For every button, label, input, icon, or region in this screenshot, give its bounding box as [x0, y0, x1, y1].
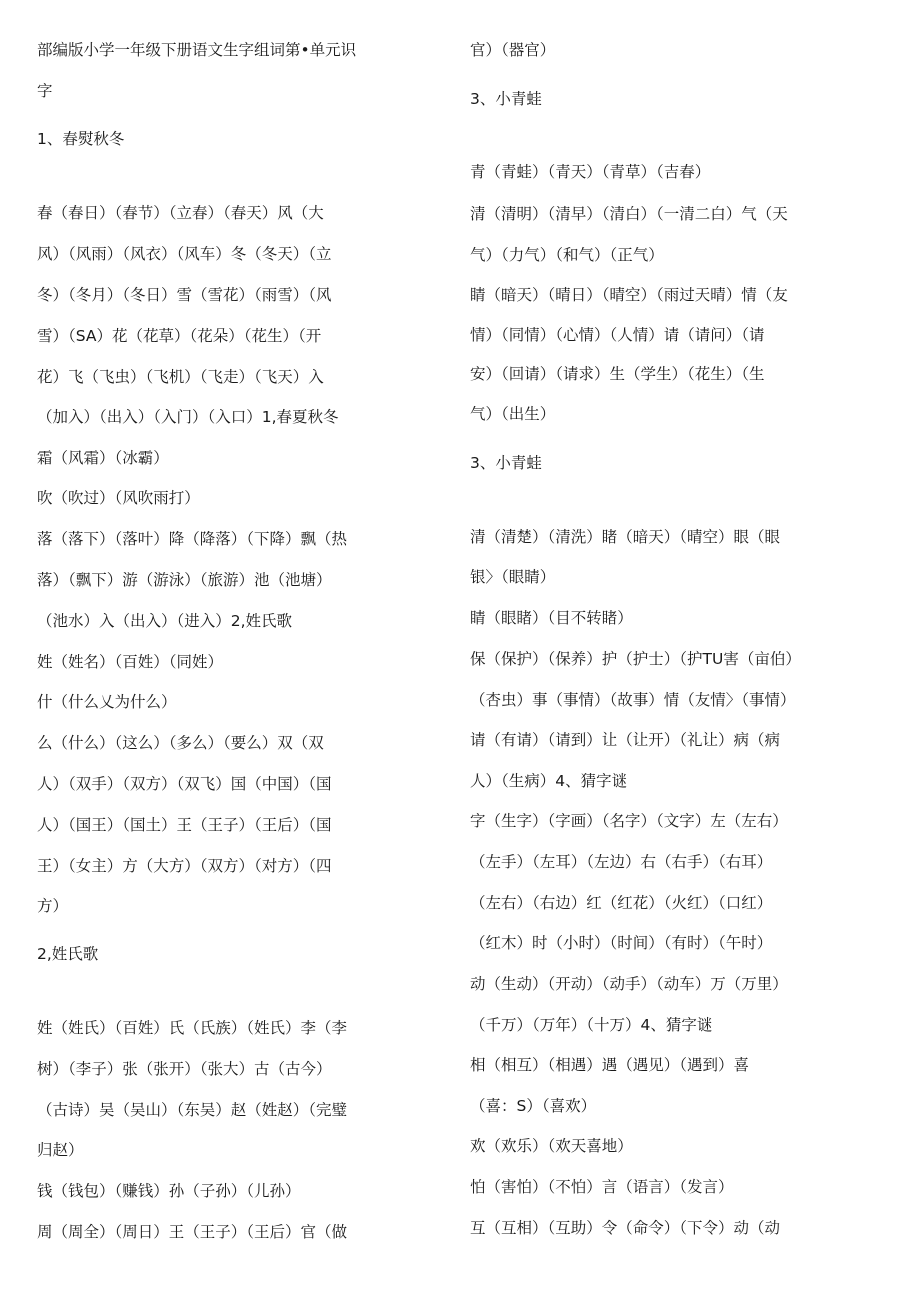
left-column-line: 什（什么乂为什么）	[37, 693, 177, 711]
right-column-line: 睛（暗天）（晴日）（晴空）（雨过天晴）情（友	[470, 286, 788, 304]
right-column-line: 动（生动）（开动）（动手）（动车）万（万里）	[470, 975, 788, 993]
right-column-line: 字（生字）（字画）（名字）（文字）左（左右）	[470, 812, 788, 830]
left-column-line: 冬）（冬月）（冬日）雪（雪花）（雨雪）（风	[37, 286, 332, 304]
right-column-line: 清（清明）（清早）（清白）（一清二白）气（天	[470, 205, 788, 223]
right-column-line: 互（互相）（互助）令（命令）（下令）动（动	[470, 1219, 781, 1237]
left-column-line: 么（什么）（这么）（多么）（要么）双（双	[37, 734, 324, 752]
left-column-line: 树）（李子）张（张开）（张大）古（古今）	[37, 1060, 332, 1078]
right-column-line: 官）（器官）	[470, 41, 556, 59]
left-column-line: 王）（女主）方（大方）（双方）（对方）（四	[37, 857, 332, 875]
left-column-line: 2,姓氏歌	[37, 945, 99, 963]
right-column-line: 睛（眼睹）（目不转睹）	[470, 609, 633, 627]
left-column-line: 姓（姓氏）（百姓）氏（氏族）（姓氏）李（李	[37, 1019, 348, 1037]
left-column-line: 周（周全）（周日）王（王子）（王后）官（做	[37, 1223, 348, 1241]
left-column-line: （加入）（出入）（入门）（入口）1,春夏秋冬	[37, 408, 339, 426]
left-column-line: 吹（吹过）（风吹雨打）	[37, 489, 200, 507]
left-column-line: 落）（飘下）游（游泳）（旅游）池（池塘）	[37, 571, 332, 589]
left-column-line: 人）（双手）（双方）（双飞）国（中国）（国	[37, 775, 332, 793]
left-column-line: 春（春日）（春节）（立春）（春天）风（大	[37, 204, 324, 222]
right-column-line: 请（有请）（请到）让（让开）（礼让）病（病	[470, 731, 781, 749]
right-column-line: 清（清楚）（清洗）睹（暗天）（晴空）眼（眼	[470, 528, 781, 546]
right-column-line: 保（保护）（保养）护（护士）（护TU害（亩伯）	[470, 650, 801, 668]
right-column-line: 气）（力气）（和气）（正气）	[470, 246, 664, 264]
right-column-line: （红木）时（小时）（时间）（有时）（午时）	[470, 934, 773, 952]
left-column-line: 部编版小学一年级下册语文生字组词第•单元识	[37, 41, 357, 59]
left-column-line: 归赵）	[37, 1141, 84, 1159]
left-column-line: （池水）入（出入）（进入）2,姓氏歌	[37, 612, 293, 630]
left-column-line: 方）	[37, 897, 69, 915]
right-column-line: 欢（欢乐）（欢天喜地）	[470, 1137, 633, 1155]
left-column-line: 风）（风雨）（风衣）（风车）冬（冬天）（立	[37, 245, 332, 263]
left-column-line: 雪）（SA）花（花草）（花朵）（花生）（开	[37, 327, 322, 345]
right-column-line: 银〉（眼睛）	[470, 568, 556, 586]
left-column-line: 姓（姓名）（百姓）（同姓）	[37, 653, 224, 671]
right-column-line: （千万）（万年）（十万）4、猜字谜	[470, 1016, 713, 1034]
left-column-line: 字	[37, 82, 53, 100]
left-column-line: 人）（国王）（国土）王（王子）（王后）（国	[37, 816, 332, 834]
right-column-line: （杏虫）事（事情）（故事）情（友情〉（事情）	[470, 691, 796, 709]
right-column-line: 怕（害怕）（不怕）言（语言）（发言）	[470, 1178, 734, 1196]
right-column-line: （左右）（右边）红（红花）（火红）（口红）	[470, 894, 773, 912]
left-column-line: 落（落下）（落叶）降（降落）（下降）飘（热	[37, 530, 348, 548]
right-column-line: （喜：S）（喜欢）	[470, 1097, 597, 1115]
right-column-line: 人）（生病）4、猜字谜	[470, 772, 628, 790]
right-column-line: 情）（同情）（心情）（人情）请（请问）（请	[470, 326, 765, 344]
left-column-line: （古诗）吴（吴山）（东吴）赵（姓赵）（完璧	[37, 1101, 348, 1119]
right-column-line: 安）（回请）（请求）生（学生）（花生）（生	[470, 365, 765, 383]
right-column-line: 气）（出生）	[470, 405, 556, 423]
left-column-line: 钱（钱包）（赚钱）孙（子孙）（儿孙）	[37, 1182, 301, 1200]
right-column-line: （左手）（左耳）（左边）右（右手）（右耳）	[470, 853, 773, 871]
right-column-line: 相（相互）（相遇）遇（遇见）（遇到）喜	[470, 1056, 750, 1074]
right-column-line: 3、小青蛙	[470, 90, 542, 108]
right-column-line: 3、小青蛙	[470, 454, 542, 472]
right-column-line: 青（青蛙）（青天）（青草）（吉春）	[470, 163, 711, 181]
left-column-line: 1、春熨秋冬	[37, 130, 125, 148]
left-column-line: 霜（风霜）（冰霸）	[37, 449, 169, 467]
left-column-line: 花）飞（飞虫）（飞机）（飞走）（飞天）入	[37, 368, 324, 386]
